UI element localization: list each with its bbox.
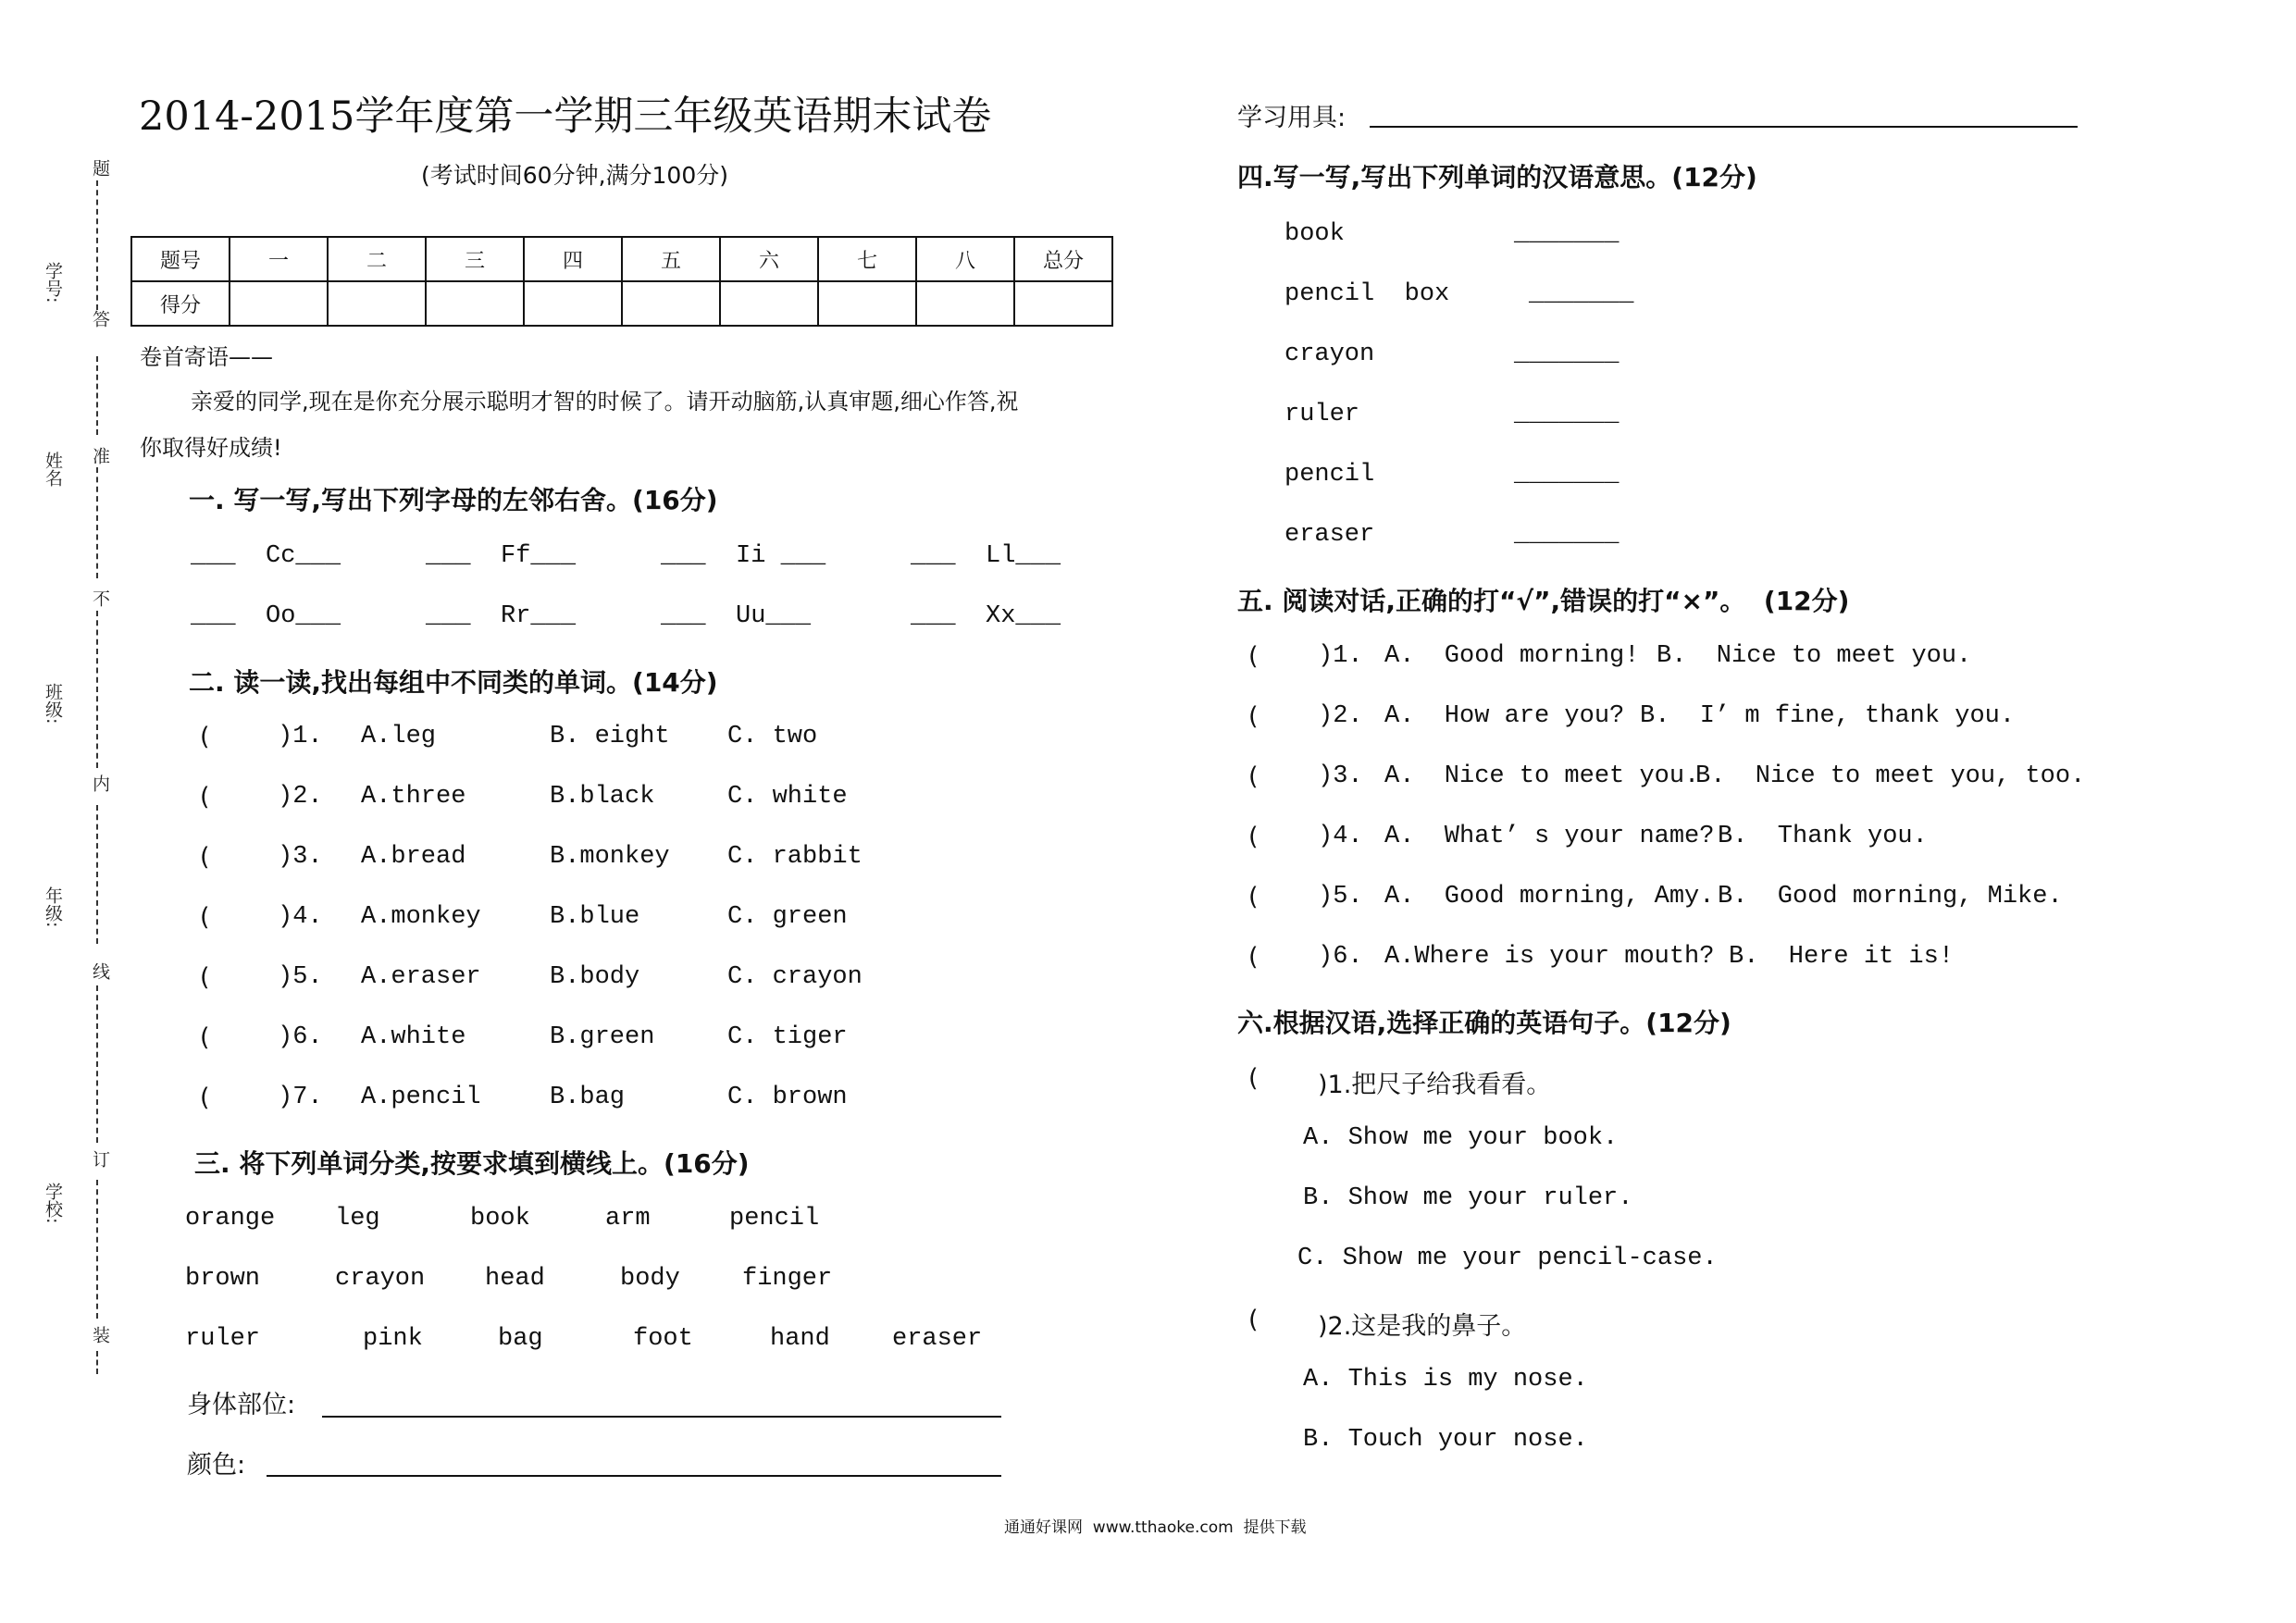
option-b: B. Show me your ruler.	[1303, 1184, 1633, 1212]
item-number: )6.	[1318, 943, 1363, 971]
option-a: A. How are you?	[1384, 702, 1625, 730]
option-b: B. I’ m fine, thank you.	[1640, 702, 2016, 730]
score-table	[130, 236, 1113, 327]
option-a: A.pencil	[361, 1084, 481, 1111]
score-header-cell: 四	[524, 237, 622, 281]
score-header-cell: 五	[622, 237, 720, 281]
score-cell[interactable]	[1014, 281, 1112, 326]
seal-char-5: 内	[90, 774, 110, 792]
score-cell[interactable]	[524, 281, 622, 326]
letter-item: ___ Uu___	[661, 602, 812, 630]
option-c: C. crayon	[727, 963, 863, 991]
section2-heading: 二. 读一读,找出每组中不同类的单词。(14分)	[189, 667, 718, 698]
score-cell[interactable]	[230, 281, 328, 326]
seal-char-2: 答	[90, 310, 110, 328]
school-label: 学校:	[43, 1183, 63, 1224]
word-item: pink	[363, 1325, 423, 1353]
answer-paren[interactable]: (	[200, 723, 210, 751]
option-a: A.three	[361, 783, 466, 811]
letter-item: ___ Ff___	[426, 542, 577, 570]
answer-paren[interactable]: (	[200, 963, 210, 992]
score-header-cell: 题号	[131, 237, 230, 281]
vocab-word: book	[1285, 220, 1345, 248]
word-item: orange	[185, 1205, 276, 1233]
option-b: B. Touch your nose.	[1303, 1426, 1588, 1454]
option-b: B.black	[550, 783, 655, 811]
meaning-blank[interactable]: _______	[1514, 220, 1620, 248]
letter-item: ___ Ii ___	[661, 542, 826, 570]
option-b: B. Good morning, Mike.	[1718, 883, 2063, 911]
word-item: arm	[605, 1205, 651, 1233]
option-a: A.Where is your mouth?	[1384, 943, 1715, 971]
score-header-cell: 三	[426, 237, 524, 281]
vocab-word: crayon	[1285, 341, 1375, 368]
word-item: head	[485, 1265, 545, 1293]
score-header-cell: 七	[818, 237, 916, 281]
option-b: B. Here it is!	[1729, 943, 1955, 971]
word-item: pencil	[729, 1205, 820, 1233]
score-table-header-row	[131, 237, 1112, 281]
item-number: )5.	[1318, 883, 1363, 911]
section3-heading: 三. 将下列单词分类,按要求填到横线上。(16分)	[194, 1148, 750, 1179]
answer-paren[interactable]: (	[200, 903, 210, 932]
answer-paren[interactable]: (	[1248, 762, 1259, 791]
option-a: A.leg	[361, 723, 437, 750]
preface-line-2: 你取得好成绩!	[140, 435, 282, 461]
colors-answer-line[interactable]	[267, 1475, 1001, 1477]
seal-char-7: 订	[90, 1150, 110, 1168]
exam-title: 2014-2015学年度第一学期三年级英语期末试卷	[139, 93, 992, 140]
answer-paren[interactable]: (	[1248, 943, 1259, 972]
item-number: )7.	[278, 1084, 323, 1111]
answer-paren[interactable]: (	[200, 783, 210, 812]
score-header-cell: 二	[328, 237, 426, 281]
option-a: A. Show me your book.	[1303, 1124, 1619, 1152]
score-table-score-row	[131, 281, 1112, 326]
seal-char-4: 不	[90, 589, 110, 607]
option-b: B.green	[550, 1023, 655, 1051]
option-b: B.body	[550, 963, 640, 991]
option-b: B.blue	[550, 903, 640, 931]
word-item: body	[620, 1265, 680, 1293]
answer-paren[interactable]: (	[1248, 702, 1259, 731]
answer-paren[interactable]: (	[1248, 883, 1259, 911]
section5-heading: 五. 阅读对话,正确的打“√”,错误的打“×”。 (12分)	[1237, 586, 1850, 616]
word-item: hand	[770, 1325, 830, 1353]
answer-paren[interactable]: (	[1248, 1064, 1259, 1093]
word-item: brown	[185, 1265, 261, 1293]
word-item: crayon	[335, 1265, 426, 1293]
tools-answer-line[interactable]	[1370, 126, 2078, 128]
item-number: )2.	[1318, 702, 1363, 730]
student-name-label: 姓名	[43, 452, 63, 487]
meaning-blank[interactable]: _______	[1514, 401, 1620, 428]
question-text: )2.这是我的鼻子。	[1318, 1312, 1527, 1341]
option-c: C. brown	[727, 1084, 848, 1111]
option-a: A. What’ s your name?	[1384, 823, 1715, 850]
letter-item: ___ Cc___	[191, 542, 341, 570]
meaning-blank[interactable]: _______	[1529, 280, 1634, 308]
vocab-word: eraser	[1285, 521, 1375, 549]
option-b: B. Nice to meet you, too.	[1695, 762, 2086, 790]
score-header-cell: 六	[720, 237, 818, 281]
answer-paren[interactable]: (	[200, 843, 210, 872]
word-item: eraser	[892, 1325, 983, 1353]
score-cell[interactable]	[622, 281, 720, 326]
answer-paren[interactable]: (	[1248, 1306, 1259, 1334]
student-number-label: 学号:	[43, 262, 63, 304]
item-number: )3.	[278, 843, 323, 871]
exam-subtitle: (考试时间60分钟,满分100分)	[421, 162, 728, 189]
section4-heading: 四.写一写,写出下列单词的汉语意思。(12分)	[1237, 162, 1757, 192]
item-number: )3.	[1318, 762, 1363, 790]
section1-heading: 一. 写一写,写出下列字母的左邻右舍。(16分)	[189, 485, 718, 515]
answer-paren[interactable]: (	[200, 1023, 210, 1052]
class-label: 班级:	[43, 683, 63, 725]
item-number: )5.	[278, 963, 323, 991]
option-a: A.monkey	[361, 903, 481, 931]
section6-heading: 六.根据汉语,选择正确的英语句子。(12分)	[1237, 1008, 1731, 1038]
meaning-blank[interactable]: _______	[1514, 521, 1620, 549]
answer-paren[interactable]: (	[1248, 823, 1259, 851]
meaning-blank[interactable]: _______	[1514, 461, 1620, 489]
word-item: book	[470, 1205, 530, 1233]
option-b: B. Thank you.	[1718, 823, 1928, 850]
option-a: A. Good morning!	[1384, 642, 1640, 670]
letter-item: ___ Xx___	[911, 602, 1061, 630]
option-b: B. eight	[550, 723, 670, 750]
option-b: B.bag	[550, 1084, 626, 1111]
body-parts-label: 身体部位:	[187, 1391, 296, 1419]
option-c: C. Show me your pencil-case.	[1297, 1245, 1718, 1272]
item-number: )2.	[278, 783, 323, 811]
option-c: C. tiger	[727, 1023, 848, 1051]
preface-line-1: 亲爱的同学,现在是你充分展示聪明才智的时候了。请开动脑筋,认真审题,细心作答,祝	[191, 389, 1019, 415]
score-cell[interactable]	[818, 281, 916, 326]
meaning-blank[interactable]: _______	[1514, 341, 1620, 368]
score-header-cell: 八	[916, 237, 1014, 281]
option-c: C. green	[727, 903, 848, 931]
option-c: C. white	[727, 783, 848, 811]
word-item: foot	[633, 1325, 693, 1353]
answer-paren[interactable]: (	[1248, 642, 1259, 671]
score-header-cell: 总分	[1014, 237, 1112, 281]
vocab-word: ruler	[1285, 401, 1360, 428]
vocab-word: pencil	[1285, 461, 1375, 489]
tools-label: 学习用具:	[1237, 104, 1347, 132]
option-a: A.bread	[361, 843, 466, 871]
score-row-label: 得分	[131, 281, 230, 326]
score-cell[interactable]	[916, 281, 1014, 326]
score-cell[interactable]	[720, 281, 818, 326]
vocab-word: pencil box	[1285, 280, 1450, 308]
page-footer: 通通好课网 www.tthaoke.com 提供下载	[1004, 1518, 1307, 1537]
option-a: A. Nice to meet you.	[1384, 762, 1700, 790]
seal-char-8: 装	[90, 1326, 110, 1344]
letter-item: ___ Rr___	[426, 602, 577, 630]
seal-char-1: 题	[90, 159, 110, 177]
option-a: A. Good morning, Amy.	[1384, 883, 1715, 911]
body-parts-answer-line[interactable]	[322, 1416, 1001, 1418]
item-number: )1.	[278, 723, 323, 750]
score-header-cell: 一	[230, 237, 328, 281]
seal-char-3: 准	[90, 447, 110, 465]
option-a: A.white	[361, 1023, 466, 1051]
question-text: )1.把尺子给我看看。	[1318, 1071, 1552, 1099]
item-number: )6.	[278, 1023, 323, 1051]
option-c: C. two	[727, 723, 818, 750]
word-item: finger	[742, 1265, 833, 1293]
colors-label: 颜色:	[187, 1451, 246, 1480]
seal-char-6: 线	[90, 962, 110, 980]
option-a: A.eraser	[361, 963, 481, 991]
option-b: B.monkey	[550, 843, 670, 871]
answer-paren[interactable]: (	[200, 1084, 210, 1112]
item-number: )4.	[1318, 823, 1363, 850]
option-b: B. Nice to meet you.	[1657, 642, 1972, 670]
option-a: A. This is my nose.	[1303, 1366, 1588, 1394]
item-number: )4.	[278, 903, 323, 931]
word-item: bag	[498, 1325, 543, 1353]
letter-item: ___ Oo___	[191, 602, 341, 630]
letter-item: ___ Ll___	[911, 542, 1061, 570]
item-number: )1.	[1318, 642, 1363, 670]
preface-heading: 卷首寄语——	[140, 344, 273, 370]
score-cell[interactable]	[328, 281, 426, 326]
option-c: C. rabbit	[727, 843, 863, 871]
word-item: ruler	[185, 1325, 261, 1353]
grade-label: 年级:	[43, 886, 63, 928]
score-cell[interactable]	[426, 281, 524, 326]
word-item: leg	[335, 1205, 380, 1233]
